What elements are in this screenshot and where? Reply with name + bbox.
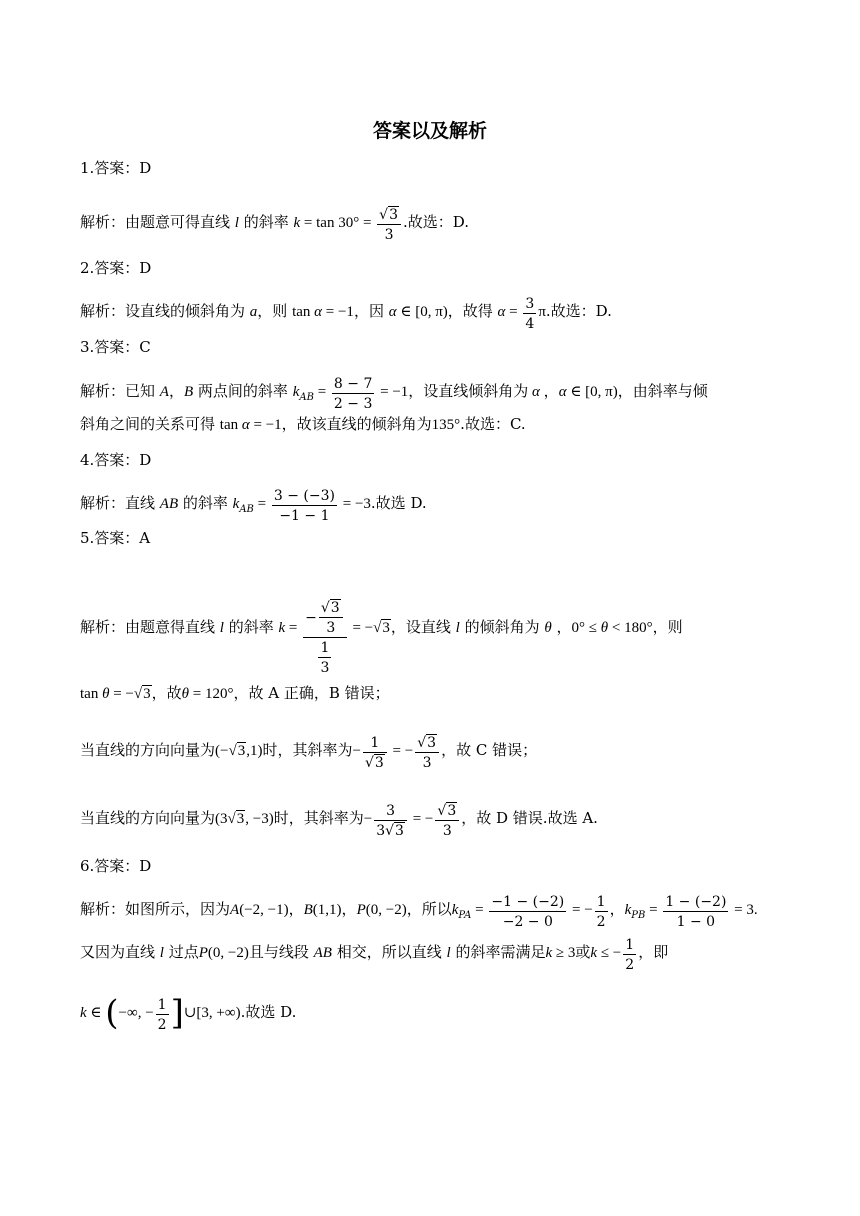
answer-2-solution: 解析：设直线的倾斜角为 a，则 tan α = −1，因 α ∈ [0, π)，故得 α = $\frac{3}{4}$ π.故选：D. [80,296,612,332]
answer-6-solution-line1: 解析：如图所示，因为A(−2, −1)，B(1,1)，P(0, −2)，所以$k_{PA}$ = $\frac{-1 - (-2)}{-2 - 0}$ = − $\frac{1}{2}$ ，$k_{PB}$ = $\frac{1 - (-2)}{1 - 0}$ = 3. [80,894,758,930]
answer-3-solution-line2: 斜角之间的关系可得 tan α = −1，故该直线的倾斜角为135°.故选：C. [80,415,526,433]
answer-5-solution-line3: 当直线的方向向量为(−√3,1)时，其斜率为− $\frac{1}{√3}$ = − $\frac{√3}{3}$ ，故 C 错误； [80,735,538,771]
answer-5-label: 5.答案：A [80,529,151,547]
answer-5-solution-line1: 解析：由题意得直线 l 的斜率 k = − $\frac{√3}{3}$ $\frac{1}{3}$ = −√3，设直线 l 的倾斜角为 θ ，0° ≤ θ < 180°，则 [80,600,683,676]
answer-1-solution: 解析：由题意可得直线 l 的斜率 k = tan 30° = $\frac{√3}{3}$ .故选：D. [80,207,470,243]
answer-3-solution-line1: 解析：已知 A，B 两点间的斜率 $k_{AB}$ = $\frac{8 - 7}{2 - 3}$ = −1，设直线倾斜角为 α ，α ∈ [0, π)，由斜率与倾 [80,376,708,412]
answer-3-label: 3.答案：C [80,338,151,356]
page-title: 答案以及解析 [372,120,487,142]
answer-2-label: 2.答案：D [80,259,152,277]
answer-6-label: 6.答案：D [80,857,152,875]
answer-1-label: 1.答案：D [80,159,152,177]
answer-6-solution-line2: 又因为直线 l 过点P(0, −2)且与线段 AB 相交，所以直线 l 的斜率需满足k ≥ 3或k ≤ − $\frac{1}{2}$ ，即 [80,937,669,973]
answer-5-solution-line4: 当直线的方向向量为(3√3, −3)时，其斜率为− $\frac{3}{3√3}$ = − $\frac{√3}{3}$ ，故 D 错误.故选 A. [80,803,598,839]
answer-6-solution-line3: k ∈ (−∞, − $\frac{1}{2}$ ]∪[3, +∞).故选 D. [80,993,297,1033]
answer-4-label: 4.答案：D [80,451,152,469]
answer-5-solution-line2: tan θ = −√3，故θ = 120°，故 A 正确，B 错误； [80,684,390,702]
answer-4-solution: 解析：直线 AB 的斜率 $k_{AB}$ = $\frac{3 - (-3)}{-1 - 1}$ = −3.故选 D. [80,488,427,524]
